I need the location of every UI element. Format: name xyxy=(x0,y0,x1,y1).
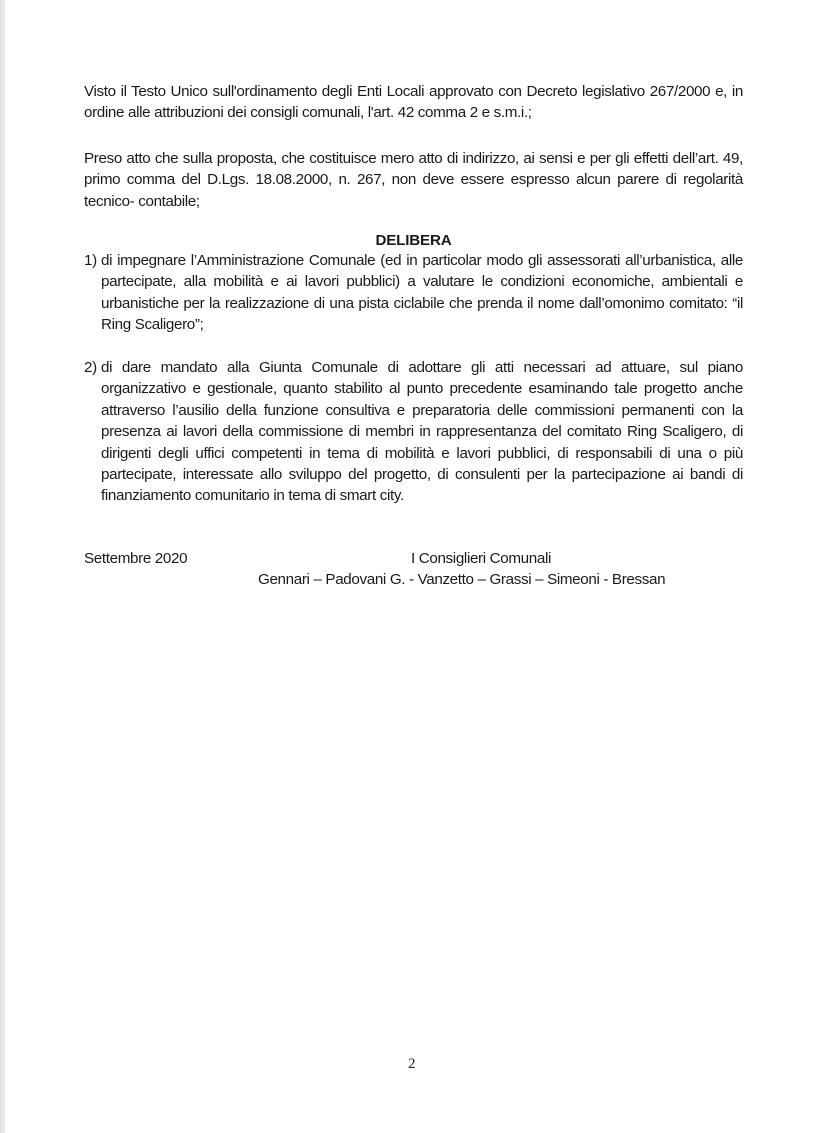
paragraph-visto xyxy=(84,81,743,124)
document-date: Settembre 2020 xyxy=(84,550,188,567)
item-text: di impegnare l’Amministrazione Comunale (ed in particolar modo gli assessorati all’urbanistica, alle partecipate, alla mobilità e ai lavori pubblici) a valutare le condizioni economiche, ambientali e urbanistiche per la realizzazione di una pista ciclabile che prenda il nome dall’omonimo comitato: “il Ring Scaligero”; xyxy=(101,252,743,334)
item-number: 2) xyxy=(84,359,97,376)
signers-names: Gennari – Padovani G. - Vanzetto – Grassi – Simeoni - Bressan xyxy=(258,571,666,588)
paragraph-visto-text: Visto il Testo Unico sull'ordinamento degli Enti Locali approvato con Decreto legislativo 267/2000 e, in ordine alle attribuzioni dei consigli comunali, l'art. 42 comma 2 e s.m.i.; xyxy=(84,83,743,122)
deliberation-item-2 xyxy=(84,357,743,507)
item-number: 1) xyxy=(84,252,97,269)
page-number: 2 xyxy=(408,1056,416,1072)
item-text: di dare mandato alla Giunta Comunale di adottare gli atti necessari ad attuare, sul piano organizzativo e gestionale, quanto stabilito al punto precedente esaminando tale progetto anche attraverso l’ausilio della funzione consultiva e preparatoria delle commissioni permanenti con la presenza ai lavori della commissione di membri in rappresentanza del comitato Ring Scaligero, di dirigenti degli uffici competenti in tema di mobilità e lavori pubblici, di responsabili di una o più partecipate, interessate allo sviluppo del progetto, di consulenti per la partecipazione ai bandi di finanziamento comunitario in tema di smart city. xyxy=(101,359,743,505)
delibera-heading: DELIBERA xyxy=(375,232,452,249)
paragraph-preso-atto-text: Preso atto che sulla proposta, che costituisce mero atto di indirizzo, ai sensi e per gli effetti dell’art. 49, primo comma del D.Lgs. 18.08.2000, n. 267, non deve essere espresso alcun parere di regolarità tecnico- contabile; xyxy=(84,150,743,210)
deliberation-item-1 xyxy=(84,250,743,336)
signers-title: I Consiglieri Comunali xyxy=(411,550,552,567)
paragraph-preso-atto xyxy=(84,148,743,212)
